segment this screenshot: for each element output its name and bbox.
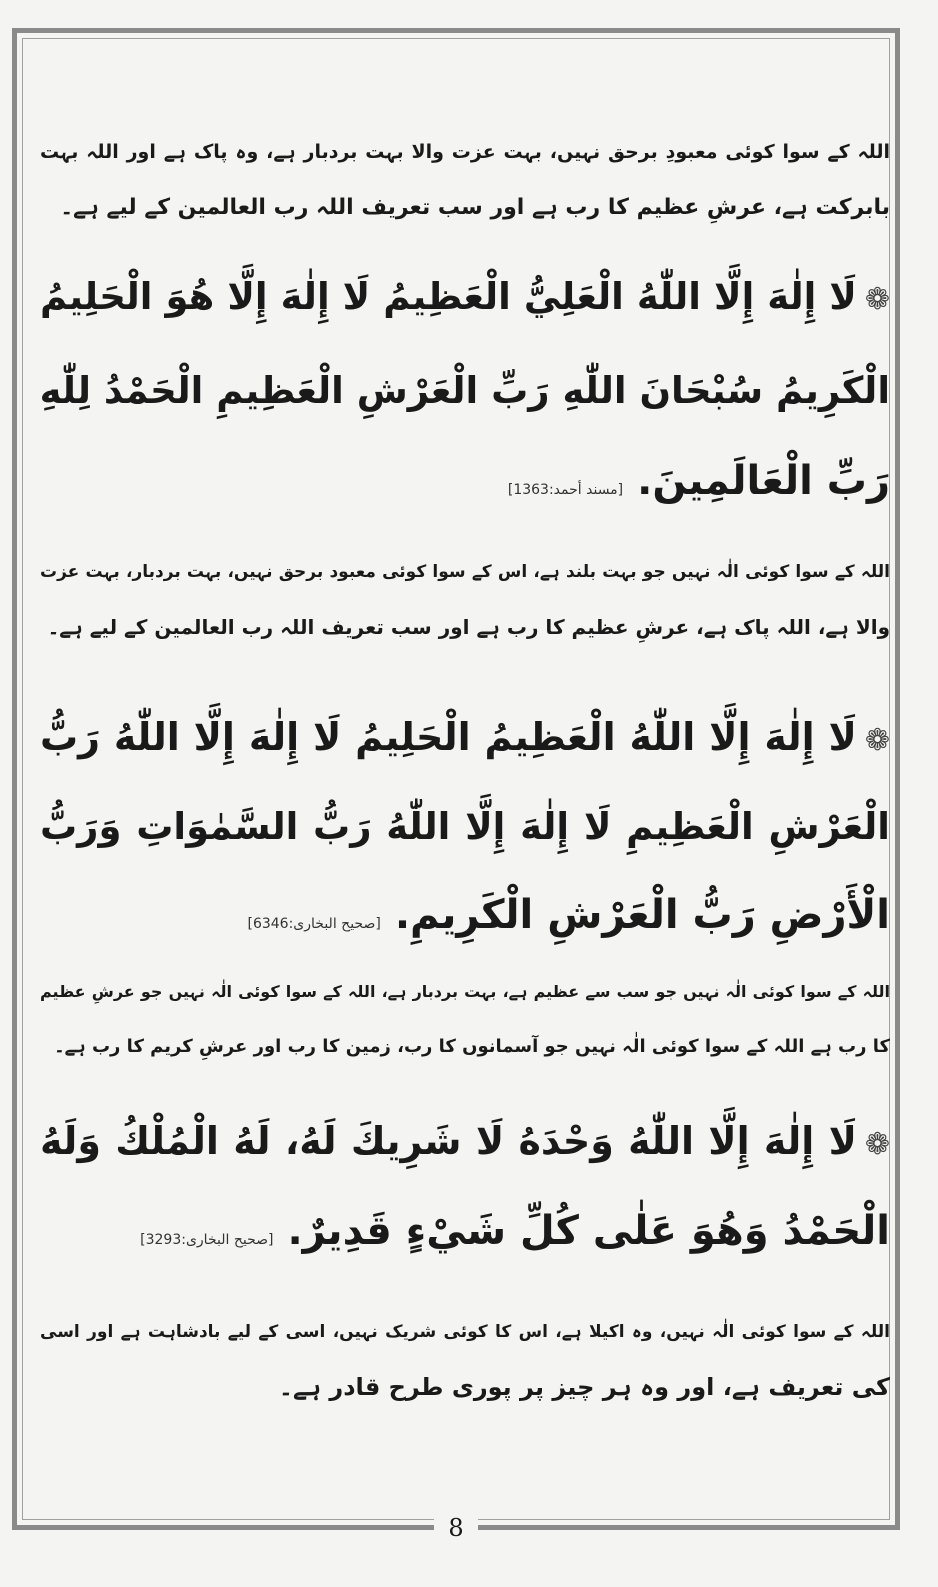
urdu-translation-line: اللہ کے سوا کوئی معبودِ برحق نہیں، بہت عزت والا بہت بردبار ہے، وہ پاک ہے اور اللہ بہت	[40, 141, 890, 163]
urdu-translation-line: بابرکت ہے، عرشِ عظیم کا رب ہے اور سب تعریف اللہ رب العالمین کے لیے ہے۔	[60, 195, 890, 220]
flower-ornament-icon: ❁	[864, 723, 890, 758]
urdu-translation-line: اللہ کے سوا کوئی الٰہ نہیں جو سب سے عظیم ہے، بہت بردبار ہے، اللہ کے سوا کوئی الٰہ نہیں جو عرشِ عظیم	[40, 982, 890, 1001]
arabic-text: الْحَمْدُ وَهُوَ عَلٰى كُلِّ شَيْءٍ قَدِيرٌ.	[287, 1208, 890, 1254]
page-footer	[12, 1514, 900, 1544]
hadith-reference: [مسند أحمد:1363]	[507, 482, 624, 498]
arabic-dua-line	[40, 262, 890, 335]
arabic-dua-line	[40, 702, 890, 776]
urdu-translation-line: کا رب ہے اللہ کے سوا کوئی الٰہ نہیں جو آسمانوں کا رب، زمین کا رب اور عرشِ کریم کا رب ہے۔	[54, 1036, 890, 1057]
arabic-dua-line: الْعَرْشِ الْعَظِيمِ لَا إِلٰهَ إِلَّا اللّٰهُ رَبُّ السَّمٰوَاتِ وَرَبُّ	[40, 805, 890, 848]
urdu-translation-line: اللہ کے سوا کوئی الٰہ نہیں جو بہت بلند ہے، اس کے سوا کوئی معبود برحق نہیں، بہت بردبار، بہت عزت	[40, 562, 890, 582]
hadith-reference: [صحيح البخاری:6346]	[247, 916, 381, 932]
arabic-text: لَا إِلٰهَ إِلَّا اللّٰهُ وَحْدَهُ لَا شَرِيكَ لَهُ، لَهُ الْمُلْكُ وَلَهُ	[40, 1119, 857, 1163]
arabic-dua-line	[40, 446, 890, 525]
urdu-translation-line: اللہ کے سوا کوئی الٰہ نہیں، وہ اکیلا ہے، اس کا کوئی شریک نہیں، اسی کے لیے بادشاہت ہے اور اسی	[40, 1322, 890, 1342]
page-frame-inner	[22, 38, 890, 1520]
page-number: 8	[12, 1514, 900, 1542]
arabic-text: لَا إِلٰهَ إِلَّا اللّٰهُ الْعَظِيمُ الْحَلِيمُ لَا إِلٰهَ إِلَّا اللّٰهُ رَبُّ	[40, 715, 857, 759]
arabic-text: لَا إِلٰهَ إِلَّا اللّٰهُ الْعَلِيُّ الْعَظِيمُ لَا إِلٰهَ إِلَّا هُوَ الْحَلِيمُ	[40, 275, 857, 318]
arabic-text: الْأَرْضِ رَبُّ الْعَرْشِ الْكَرِيمِ.	[394, 892, 890, 938]
arabic-dua-line	[40, 1196, 890, 1275]
arabic-text: رَبِّ الْعَالَمِينَ.	[637, 458, 890, 504]
hadith-reference: [صحيح البخاری:3293]	[140, 1232, 274, 1248]
arabic-dua-line: الْكَرِيمُ سُبْحَانَ اللّٰهِ رَبِّ الْعَرْشِ الْعَظِيمِ الْحَمْدُ لِلّٰهِ	[39, 369, 890, 412]
flower-ornament-icon: ❁	[864, 282, 890, 317]
urdu-translation-line: کی تعریف ہے، اور وہ ہر چیز پر پوری طرح قادر ہے۔	[278, 1373, 890, 1401]
urdu-translation-line: والا ہے، اللہ پاک ہے، عرشِ عظیم کا رب ہے اور سب تعریف اللہ رب العالمین کے لیے ہے۔	[47, 615, 890, 639]
arabic-dua-line	[40, 880, 890, 959]
arabic-dua-line	[40, 1106, 890, 1180]
flower-ornament-icon: ❁	[864, 1127, 890, 1162]
